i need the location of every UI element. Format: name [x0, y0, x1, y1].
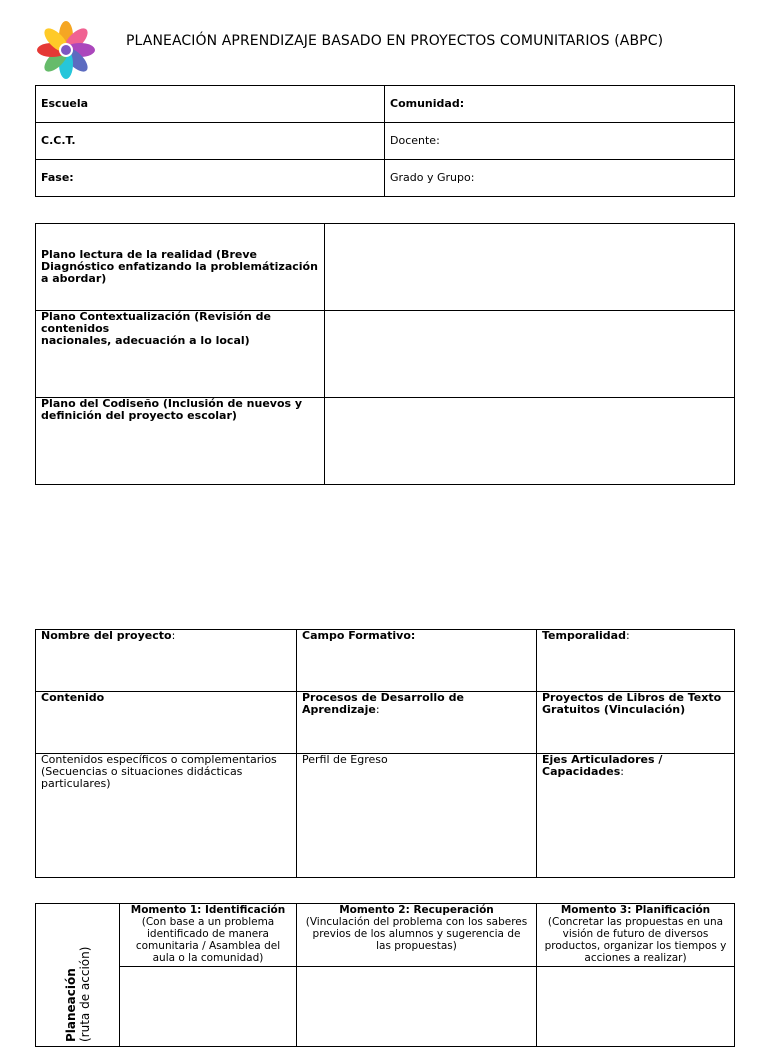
campo-formativo-field[interactable] [297, 630, 537, 692]
contenido-field[interactable] [36, 692, 297, 754]
grado-grupo-label: Grado y Grupo: [390, 171, 475, 184]
escuela-label: Escuela [41, 97, 89, 110]
nombre-proyecto-label: Nombre del proyecto [41, 629, 172, 642]
procesos-label-1: Procesos de Desarrollo de [302, 691, 464, 704]
logo-flower-icon [32, 18, 100, 82]
plano-lectura-input[interactable] [325, 224, 735, 311]
general-info-table [35, 85, 735, 197]
momento-3-input[interactable] [537, 967, 735, 1047]
cct-label: C.C.T. [41, 134, 76, 147]
plano-codiseno-input[interactable] [325, 398, 735, 485]
planeacion-label: Planeación [63, 968, 78, 1042]
temporalidad-field[interactable]: Temporalidad: [537, 630, 735, 692]
momento-1-input[interactable] [120, 967, 297, 1047]
fase-field[interactable] [36, 160, 385, 197]
procesos-field[interactable]: Procesos de Desarrollo de Aprendizaje: [297, 692, 537, 754]
grado-grupo-field[interactable] [385, 160, 735, 197]
nombre-proyecto-field[interactable]: Nombre del proyecto: [36, 630, 297, 692]
campo-formativo-label: Campo Formativo: [302, 629, 416, 642]
escuela-field[interactable] [36, 86, 385, 123]
ejes-label-2: Capacidades [542, 765, 621, 778]
momento-2-header: Momento 2: Recuperación (Vinculación del problema con los saberes previos de los alumnos y sugerencia de las propuestas) [297, 904, 537, 967]
fase-label: Fase: [41, 171, 74, 184]
comunidad-field[interactable] [385, 86, 735, 123]
procesos-label-2: Aprendizaje [302, 703, 376, 716]
plano-codiseno-label: Plano del Codiseño (Inclusión de nuevos y definición del proyecto escolar) [36, 398, 325, 485]
momento-3-header: Momento 3: Planificación (Concretar las propuestas en una visión de futuro de diversos productos, organizar los tiempos y acciones a realizar) [537, 904, 735, 967]
planos-table [35, 223, 735, 485]
plano-contextualizacion-input[interactable] [325, 311, 735, 398]
page-title: PLANEACIÓN APRENDIZAJE BASADO EN PROYECTOS COMUNITARIOS (ABPC) [126, 33, 664, 49]
ruta-accion-label: (ruta de acción) [77, 946, 92, 1042]
contenidos-especificos-field[interactable]: Contenidos específicos o complementarios (Secuencias o situaciones didácticas particulares) [36, 754, 297, 878]
libros-label-2: Gratuitos (Vinculación) [542, 703, 686, 716]
proyecto-table [35, 629, 735, 878]
cct-field[interactable] [36, 123, 385, 160]
perfil-egreso-label: Perfil de Egreso [302, 753, 388, 766]
plano-lectura-label: Plano lectura de la realidad (Breve Diagnóstico enfatizando la problemátización a abordar) [36, 224, 325, 311]
ejes-label-1: Ejes Articuladores / [542, 753, 663, 766]
planeacion-side-label [36, 904, 120, 1047]
libros-label-1: Proyectos de Libros de Texto [542, 691, 722, 704]
ejes-articuladores-field[interactable]: Ejes Articuladores / Capacidades: [537, 754, 735, 878]
perfil-egreso-field[interactable] [297, 754, 537, 878]
temporalidad-label: Temporalidad [542, 629, 626, 642]
docente-field[interactable] [385, 123, 735, 160]
momento-1-header: Momento 1: Identificación (Con base a un problema identificado de manera comunitaria / Asamblea del aula o la comunidad) [120, 904, 297, 967]
plano-contextualizacion-label: Plano Contextualización (Revisión de contenidos nacionales, adecuación a lo local) [36, 311, 325, 398]
comunidad-label: Comunidad: [390, 97, 465, 110]
docente-label: Docente: [390, 134, 440, 147]
contenido-label: Contenido [41, 691, 105, 704]
momentos-table [35, 903, 735, 1047]
momento-2-input[interactable] [297, 967, 537, 1047]
libros-texto-field[interactable] [537, 692, 735, 754]
